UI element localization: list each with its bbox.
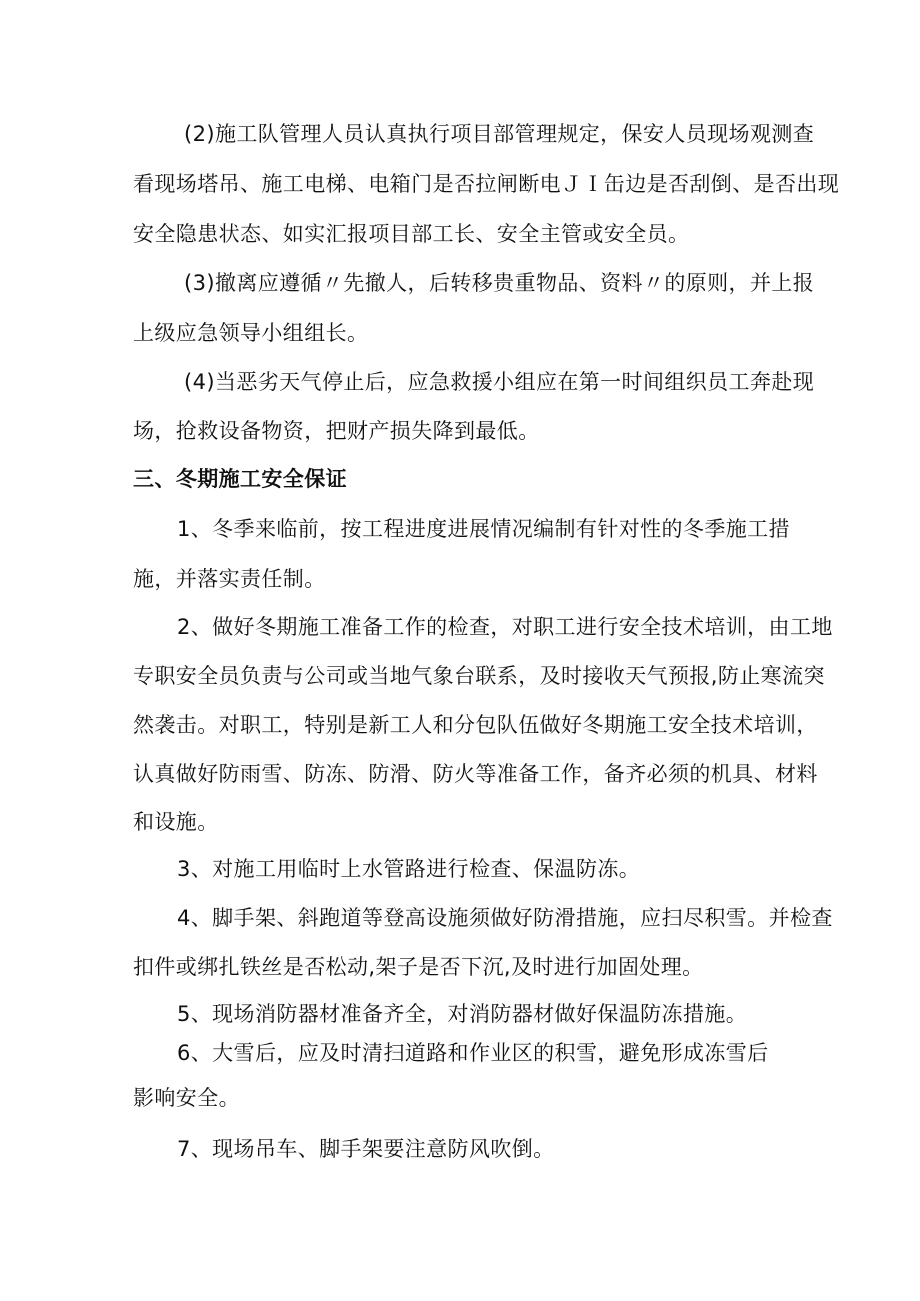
section-heading: 三、冬期施工安全保证 <box>133 467 347 491</box>
item-6-line-2: 影响安全。 <box>133 1086 240 1110</box>
paragraph-3-line-1: (3)撤离应遵循〃先撤人，后转移贵重物品、资料〃的原则，并上报 <box>184 271 815 295</box>
item-4-line-2: 扣件或绑扎铁丝是否松动,架子是否下沉,及时进行加固处理。 <box>133 955 704 979</box>
item-2-line-4: 认真做好防雨雪、防冻、防滑、防火等准备工作，备齐必须的机具、材料 <box>133 762 818 786</box>
item-5-line-1: 5、现场消防器材准备齐全，对消防器材做好保温防冻措施。 <box>177 1002 748 1026</box>
item-4-line-1: 4、脚手架、斜跑道等登高设施须做好防滑措施，应扫尽积雪。并检查 <box>177 906 833 930</box>
item-7-line-1: 7、现场吊车、脚手架要注意防风吹倒。 <box>177 1137 555 1161</box>
item-1-line-2: 施，并落实责任制。 <box>133 567 326 591</box>
paragraph-4-line-2: 场，抢救设备物资，把财产损失降到最低。 <box>133 419 540 443</box>
item-2-line-3: 然袭击。对职工，特别是新工人和分包队伍做好冬期施工安全技术培训， <box>133 713 818 737</box>
paragraph-3-line-2: 上级应急领导小组组长。 <box>133 321 369 345</box>
item-1-line-1: 1、冬季来临前，按工程进度进展情况编制有针对性的冬季施工措 <box>177 517 790 541</box>
paragraph-2-line-1: (2)施工队管理人员认真执行项目部管理规定，保安人员现场观测查 <box>184 122 815 146</box>
item-2-line-2: 专职安全员负责与公司或当地气象台联系，及时接收天气预报,防止寒流突 <box>133 664 825 688</box>
item-3-line-1: 3、对施工用临时上水管路进行检查、保温防冻。 <box>177 857 641 881</box>
paragraph-2-line-3: 安全隐患状态、如实汇报项目部工长、安全主管或安全员。 <box>133 222 690 246</box>
item-6-line-1: 6、大雪后，应及时清扫道路和作业区的积雪，避免形成冻雪后 <box>177 1041 769 1065</box>
item-2-line-5: 和设施。 <box>133 810 219 834</box>
paragraph-4-line-1: (4)当恶劣天气停止后，应急救援小组应在第一时间组织员工奔赴现 <box>184 370 815 394</box>
item-2-line-1: 2、做好冬期施工准备工作的检查，对职工进行安全技术培训，由工地 <box>177 615 833 639</box>
paragraph-2-line-2: 看现场塔吊、施工电梯、电箱门是否拉闸断电ＪＩ缶边是否刮倒、是否出现 <box>133 172 840 196</box>
